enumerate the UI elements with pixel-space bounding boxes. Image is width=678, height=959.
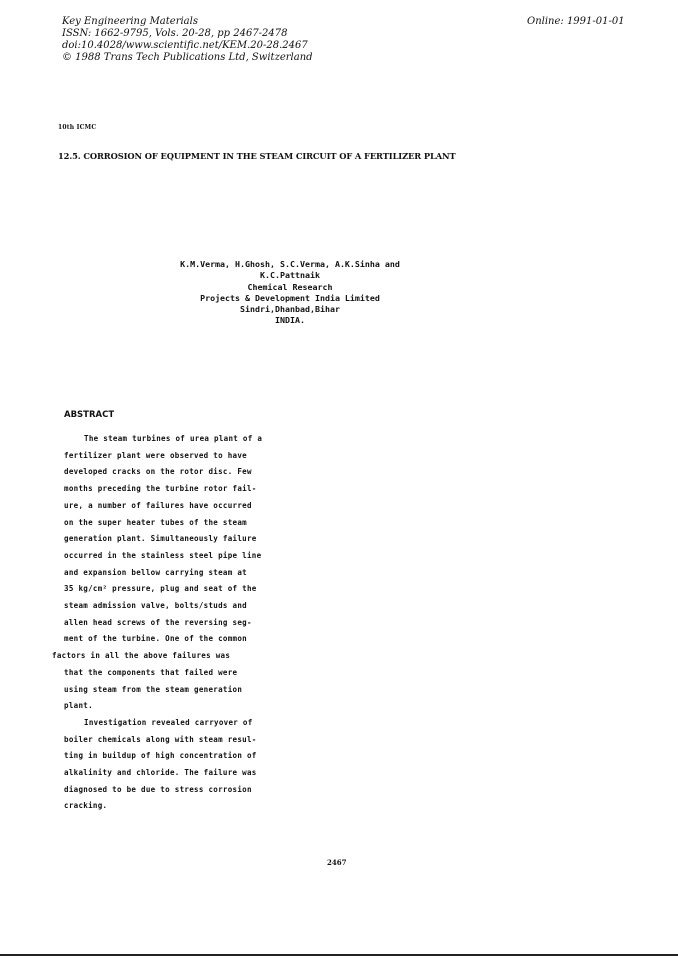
abstract-body [52, 431, 334, 815]
abstract-line: boiler chemicals along with steam resul- [64, 734, 257, 744]
bottom-rule [0, 954, 678, 956]
author-line: K.M.Verma, H.Ghosh, S.C.Verma, A.K.Sinha and [180, 259, 400, 269]
online-date: Online: 1991-01-01 [527, 16, 625, 27]
author-line: K.C.Pattnaik [260, 270, 320, 281]
abstract-line: 35 kg/cm² pressure, plug and seat of the [64, 584, 257, 594]
abstract-line: Investigation revealed carryover of [84, 717, 253, 727]
abstract-line: ment of the turbine. One of the common [64, 634, 247, 644]
paper-title: 12.5. CORROSION OF EQUIPMENT IN THE STEAM CIRCUIT OF A FERTILIZER PLANT [58, 151, 456, 161]
abstract-line: ting in buildup of high concentration of [64, 751, 257, 761]
affiliation-line: Projects & Development India Limited [200, 292, 380, 303]
page-number: 2467 [327, 858, 347, 867]
abstract-line: ure, a number of failures have occurred [64, 500, 252, 510]
abstract-line: diagnosed to be due to stress corrosion [64, 784, 252, 794]
journal-issn: ISSN: 1662-9795, Vols. 20-28, pp 2467-2478 [62, 28, 288, 39]
abstract-line: alkalinity and chloride. The failure was [64, 768, 257, 778]
abstract-line: months preceding the turbine rotor fail- [64, 484, 257, 494]
abstract-line: generation plant. Simultaneously failure [64, 534, 257, 544]
conference-label: 10th ICMC [58, 124, 97, 131]
abstract-line: on the super heater tubes of the steam [64, 517, 247, 527]
abstract-line: allen head screws of the reversing seg- [64, 617, 252, 627]
abstract-line: plant. [64, 701, 93, 711]
author-block [140, 259, 440, 327]
abstract-line: occurred in the stainless steel pipe line [64, 550, 262, 560]
abstract-line: factors in all the above failures was [52, 651, 231, 661]
journal-doi: doi:10.4028/www.scientific.net/KEM.20-28.2467 [62, 40, 308, 51]
journal-name: Key Engineering Materials [62, 16, 198, 27]
abstract-line: that the components that failed were [64, 667, 238, 677]
abstract-line: developed cracks on the rotor disc. Few [64, 467, 252, 477]
journal-info [62, 16, 313, 64]
abstract-line: steam admission valve, bolts/studs and [64, 601, 247, 611]
journal-copyright: © 1988 Trans Tech Publications Ltd, Switzerland [62, 52, 313, 63]
abstract-line: and expansion bellow carrying steam at [64, 567, 247, 577]
abstract-line: cracking. [64, 801, 108, 811]
abstract-line: fertilizer plant were observed to have [64, 450, 247, 460]
affiliation-line: Chemical Research [247, 281, 333, 292]
affiliation-line: INDIA. [275, 315, 305, 326]
abstract-line: The steam turbines of urea plant of a [84, 434, 263, 443]
abstract-heading: ABSTRACT [64, 410, 115, 420]
affiliation-line: Sindri,Dhanbad,Bihar [240, 304, 340, 315]
abstract-line: using steam from the steam generation [64, 684, 243, 694]
